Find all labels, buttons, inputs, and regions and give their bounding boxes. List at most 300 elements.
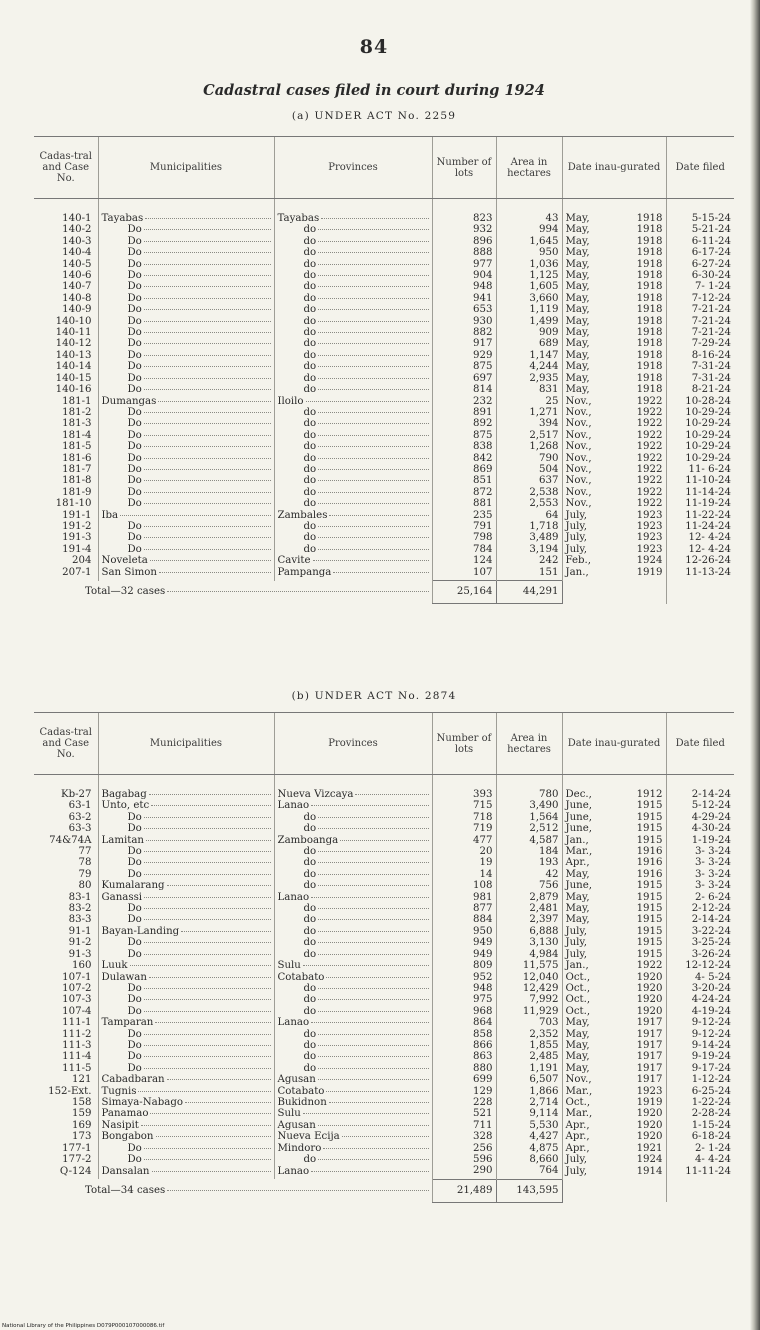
municipality	[98, 1120, 274, 1131]
date-filed: 9-19-24	[666, 1051, 734, 1062]
province-text: Bukidnon	[277, 1096, 327, 1108]
inaugurated-year: 1922	[636, 452, 663, 464]
date-inaugurated-wrap	[566, 453, 663, 464]
date-filed: 6-18-24	[666, 1131, 734, 1142]
date-inaugurated	[562, 1051, 666, 1062]
province-wrap	[278, 487, 429, 498]
dot-leader	[318, 1033, 428, 1035]
dot-leader	[144, 228, 271, 230]
municipality-text: Do	[127, 520, 142, 532]
dot-leader	[167, 1189, 428, 1191]
table-row	[34, 1074, 734, 1085]
inaugurated-year: 1917	[636, 1039, 663, 1051]
province-text: Agusan	[277, 1074, 316, 1086]
inaugurated-month: Mar.,	[565, 846, 593, 858]
case-number: 91-3	[68, 948, 92, 960]
date-filed: 7-31-24	[666, 361, 734, 372]
municipality	[98, 521, 274, 532]
spacer-cell	[34, 775, 98, 790]
date-inaugurated	[562, 213, 666, 224]
date-inaugurated	[562, 892, 666, 903]
area-hectares: 9,114	[496, 1108, 562, 1119]
number-of-lots: 948	[432, 983, 496, 994]
number-of-lots: 14	[432, 869, 496, 880]
municipality	[98, 823, 274, 834]
dot-leader	[181, 930, 270, 932]
date-inaugurated	[562, 823, 666, 834]
date-inaugurated-wrap	[566, 1097, 663, 1108]
inaugurated-month: Feb.,	[565, 555, 592, 567]
table-row	[34, 914, 734, 925]
municipality-wrap	[102, 1154, 271, 1165]
province-text: do	[303, 948, 317, 960]
case-number: 160	[72, 960, 92, 972]
municipality	[98, 835, 274, 846]
date-inaugurated	[562, 361, 666, 372]
inaugurated-year: 1920	[636, 994, 663, 1006]
dot-leader	[318, 930, 428, 932]
province-wrap	[278, 1017, 429, 1028]
case-number: 173	[72, 1131, 92, 1143]
municipality-wrap	[102, 914, 271, 925]
dot-leader	[318, 1158, 428, 1160]
case-number: 111-2	[62, 1028, 92, 1040]
dot-leader	[318, 884, 428, 886]
dot-leader	[144, 240, 271, 242]
number-of-lots: 20	[432, 846, 496, 857]
province-wrap	[278, 926, 429, 937]
area-hectares: 151	[496, 567, 562, 581]
province	[274, 949, 432, 960]
province-wrap	[278, 835, 429, 846]
municipality	[98, 418, 274, 429]
municipality-text: Do	[127, 418, 142, 430]
dot-leader	[342, 1135, 429, 1137]
table-row	[34, 555, 734, 566]
date-inaugurated	[562, 396, 666, 407]
municipality-text: Do	[127, 903, 142, 915]
date-inaugurated-wrap	[566, 464, 663, 475]
municipality	[98, 846, 274, 857]
dot-leader	[318, 1124, 429, 1126]
municipality	[98, 880, 274, 891]
province	[274, 281, 432, 292]
number-of-lots: 477	[432, 835, 496, 846]
date-filed: 3-26-24	[666, 949, 734, 960]
municipality-text: Do	[127, 532, 142, 544]
area-hectares: 2,517	[496, 430, 562, 441]
case-number: 77	[78, 846, 92, 858]
case-number: 181-1	[62, 395, 92, 407]
number-of-lots: 809	[432, 960, 496, 971]
case-number: 140-5	[62, 258, 92, 270]
spacer-cell	[496, 199, 562, 214]
dot-leader	[318, 388, 428, 390]
province-text: Nueva Ecija	[277, 1131, 340, 1143]
header-case-no: Cadas-tral and Case No.	[34, 713, 98, 775]
date-inaugurated-wrap	[566, 949, 663, 960]
date-inaugurated	[562, 453, 666, 464]
case-number: 181-3	[62, 418, 92, 430]
province	[274, 1165, 432, 1179]
dot-leader	[146, 839, 271, 841]
province	[274, 338, 432, 349]
province	[274, 521, 432, 532]
municipality	[98, 532, 274, 543]
province-text: Lanao	[277, 800, 310, 812]
inaugurated-year: 1915	[636, 925, 663, 937]
case-number: 191-3	[62, 532, 92, 544]
province-wrap	[278, 960, 429, 971]
province-wrap	[278, 464, 429, 475]
dot-leader	[318, 320, 428, 322]
case-number: 140-6	[62, 270, 92, 282]
province-text: do	[303, 1005, 317, 1017]
area-hectares: 504	[496, 464, 562, 475]
province	[274, 1029, 432, 1040]
municipality	[98, 453, 274, 464]
dot-leader	[333, 571, 428, 573]
area-hectares: 3,194	[496, 544, 562, 555]
municipality-text: Bongabon	[101, 1131, 154, 1143]
date-inaugurated	[562, 270, 666, 281]
province	[274, 914, 432, 925]
dot-leader	[318, 457, 428, 459]
date-inaugurated-wrap	[566, 983, 663, 994]
municipality-wrap	[102, 510, 271, 521]
dot-leader	[144, 941, 271, 943]
municipality-wrap	[102, 247, 271, 258]
province-text: do	[303, 486, 317, 498]
municipality-text: Do	[127, 1062, 142, 1074]
date-inaugurated-wrap	[566, 994, 663, 1005]
inaugurated-month: Nov.,	[565, 452, 592, 464]
province-text: do	[303, 982, 317, 994]
dot-leader	[306, 400, 429, 402]
date-filed: 6-27-24	[666, 259, 734, 270]
area-hectares: 790	[496, 453, 562, 464]
inaugurated-month: Nov.,	[565, 406, 592, 418]
municipality	[98, 441, 274, 452]
province	[274, 430, 432, 441]
date-inaugurated-wrap	[566, 1040, 663, 1051]
number-of-lots: 875	[432, 430, 496, 441]
municipality	[98, 949, 274, 960]
number-of-lots: 880	[432, 1063, 496, 1074]
municipality	[98, 270, 274, 281]
province-text: do	[303, 925, 317, 937]
inaugurated-year: 1924	[636, 555, 663, 567]
inaugurated-year: 1916	[636, 868, 663, 880]
municipality-wrap	[102, 430, 271, 441]
table-row	[34, 835, 734, 846]
date-inaugurated-wrap	[566, 1154, 663, 1165]
area-hectares: 2,512	[496, 823, 562, 834]
date-filed: 10-29-24	[666, 418, 734, 429]
dot-leader	[144, 388, 271, 390]
province-wrap	[278, 914, 429, 925]
province-wrap	[278, 384, 429, 395]
number-of-lots: 798	[432, 532, 496, 543]
total-blank	[562, 1179, 666, 1202]
date-inaugurated-wrap	[566, 892, 663, 903]
province-text: do	[303, 846, 317, 858]
inaugurated-year: 1918	[636, 372, 663, 384]
dot-leader	[318, 536, 428, 538]
date-inaugurated-wrap	[566, 937, 663, 948]
total-area: 44,291	[496, 581, 562, 604]
case-number: 181-8	[62, 475, 92, 487]
number-of-lots: 232	[432, 396, 496, 407]
area-hectares: 909	[496, 327, 562, 338]
province-text: do	[303, 868, 317, 880]
dot-leader	[144, 827, 271, 829]
date-inaugurated	[562, 1040, 666, 1051]
municipality-text: Do	[127, 463, 142, 475]
number-of-lots: 107	[432, 567, 496, 581]
number-of-lots: 952	[432, 972, 496, 983]
total-label-cell	[34, 581, 432, 604]
area-hectares: 689	[496, 338, 562, 349]
date-filed: 3-22-24	[666, 926, 734, 937]
inaugurated-month: July,	[565, 543, 588, 555]
inaugurated-year: 1920	[636, 971, 663, 983]
date-inaugurated-wrap	[566, 316, 663, 327]
province	[274, 236, 432, 247]
date-inaugurated	[562, 236, 666, 247]
inaugurated-year: 1917	[636, 1051, 663, 1063]
municipality	[98, 869, 274, 880]
dot-leader	[144, 1010, 271, 1012]
municipality-text: Bayan-Landing	[101, 925, 180, 937]
dot-leader	[149, 976, 271, 978]
date-inaugurated-wrap	[566, 789, 663, 800]
area-hectares: 43	[496, 213, 562, 224]
total-lots: 21,489	[432, 1179, 496, 1202]
area-hectares: 11,575	[496, 960, 562, 971]
municipality-wrap	[102, 1074, 271, 1085]
province-text: do	[303, 1062, 317, 1074]
province-text: do	[303, 258, 317, 270]
province-wrap	[278, 236, 429, 247]
area-hectares: 994	[496, 224, 562, 235]
area-hectares: 1,855	[496, 1040, 562, 1051]
province-text: do	[303, 1154, 317, 1165]
table-row	[34, 972, 734, 983]
municipality-wrap	[102, 1040, 271, 1051]
case-number: 181-9	[62, 486, 92, 498]
case-number: 191-2	[62, 520, 92, 532]
date-filed: 11- 6-24	[666, 464, 734, 475]
inaugurated-year: 1922	[636, 406, 663, 418]
date-filed: 11-24-24	[666, 521, 734, 532]
date-inaugurated-wrap	[566, 487, 663, 498]
case-number: Kb-27	[60, 789, 92, 800]
date-inaugurated	[562, 475, 666, 486]
municipality	[98, 1108, 274, 1119]
dot-leader	[318, 422, 428, 424]
case-number: 111-5	[62, 1062, 92, 1074]
municipality	[98, 1063, 274, 1074]
inaugurated-month: Dec.,	[565, 789, 592, 800]
total-label-cell	[34, 1179, 432, 1202]
inaugurated-month: Oct.,	[565, 971, 591, 983]
header-case-no: Cadas-tral and Case No.	[34, 137, 98, 199]
inaugurated-month: Nov.,	[565, 498, 592, 510]
municipality-text: Do	[127, 338, 142, 350]
date-inaugurated-wrap	[566, 880, 663, 891]
province-wrap	[278, 880, 429, 891]
province	[274, 487, 432, 498]
area-hectares: 4,587	[496, 835, 562, 846]
municipality-text: Dansalan	[101, 1165, 150, 1177]
case-number: 107-3	[62, 994, 92, 1006]
dot-leader	[318, 354, 428, 356]
date-inaugurated	[562, 1017, 666, 1028]
date-inaugurated	[562, 903, 666, 914]
municipality-wrap	[102, 259, 271, 270]
number-of-lots: 904	[432, 270, 496, 281]
municipality-text: Luuk	[101, 960, 128, 972]
date-inaugurated-wrap	[566, 555, 663, 566]
number-of-lots: 256	[432, 1143, 496, 1154]
number-of-lots: 235	[432, 510, 496, 521]
table-row	[34, 327, 734, 338]
province-text: do	[303, 1028, 317, 1040]
date-inaugurated-wrap	[566, 800, 663, 811]
area-hectares: 1,866	[496, 1086, 562, 1097]
header-date-inaugurated: Date inau-gurated	[562, 713, 666, 775]
date-filed: 3- 3-24	[666, 880, 734, 891]
table-row	[34, 926, 734, 937]
province-text: Cotabato	[277, 971, 325, 983]
municipality-text: Dumangas	[101, 395, 157, 407]
dot-leader	[144, 918, 271, 920]
dot-leader	[156, 1135, 271, 1137]
province	[274, 567, 432, 581]
case-number: 140-3	[62, 235, 92, 247]
case-number: 204	[72, 555, 92, 567]
table-row	[34, 903, 734, 914]
table-row	[34, 441, 734, 452]
date-inaugurated	[562, 926, 666, 937]
province	[274, 498, 432, 509]
table-row	[34, 1097, 734, 1108]
inaugurated-year: 1918	[636, 258, 663, 270]
inaugurated-month: Apr.,	[565, 857, 590, 869]
province	[274, 869, 432, 880]
municipality-text: Do	[127, 914, 142, 926]
inaugurated-year: 1915	[636, 903, 663, 915]
municipality-text: Tugnis	[101, 1085, 137, 1097]
table-row	[34, 892, 734, 903]
table-row	[34, 1063, 734, 1074]
province-text: do	[303, 247, 317, 259]
area-hectares: 1,119	[496, 304, 562, 315]
table-row	[34, 1017, 734, 1028]
municipality-wrap	[102, 350, 271, 361]
total-label: Total—32 cases	[85, 586, 166, 597]
municipality-wrap	[102, 304, 271, 315]
area-hectares: 2,879	[496, 892, 562, 903]
table-row	[34, 1086, 734, 1097]
municipality-text: Dulawan	[101, 971, 147, 983]
number-of-lots: 791	[432, 521, 496, 532]
area-hectares: 4,984	[496, 949, 562, 960]
inaugurated-year: 1918	[636, 361, 663, 373]
municipality-wrap	[102, 983, 271, 994]
number-of-lots: 930	[432, 316, 496, 327]
municipality-text: Do	[127, 349, 142, 361]
province-wrap	[278, 247, 429, 258]
municipality	[98, 510, 274, 521]
municipality-wrap	[102, 1086, 271, 1097]
date-filed: 6-30-24	[666, 270, 734, 281]
municipality-wrap	[102, 498, 271, 509]
province	[274, 1097, 432, 1108]
municipality-wrap	[102, 972, 271, 983]
case-number: 181-2	[62, 406, 92, 418]
total-blank	[562, 581, 666, 604]
province-wrap	[278, 430, 429, 441]
date-filed: 8-21-24	[666, 384, 734, 395]
case-number: 63-2	[68, 811, 92, 823]
area-hectares: 756	[496, 880, 562, 891]
date-filed: 10-29-24	[666, 407, 734, 418]
inaugurated-year: 1917	[636, 1017, 663, 1029]
inaugurated-month: July,	[565, 532, 588, 544]
municipality	[98, 1051, 274, 1062]
inaugurated-year: 1918	[636, 327, 663, 339]
table-row	[34, 880, 734, 891]
area-hectares: 4,427	[496, 1131, 562, 1142]
municipality-wrap	[102, 892, 271, 903]
section-b-title: (b) UNDER ACT No. 2874	[291, 690, 457, 702]
header-number-of-lots: Number of lots	[432, 137, 496, 199]
dot-leader	[144, 525, 271, 527]
municipality-wrap	[102, 994, 271, 1005]
date-inaugurated-wrap	[566, 1143, 663, 1154]
area-hectares: 1,191	[496, 1063, 562, 1074]
table-row	[34, 544, 734, 555]
inaugurated-month: May,	[565, 384, 590, 396]
inaugurated-year: 1918	[636, 235, 663, 247]
municipality-text: Do	[127, 1005, 142, 1017]
municipality	[98, 350, 274, 361]
table-row	[34, 453, 734, 464]
table-row	[34, 487, 734, 498]
inaugurated-year: 1918	[636, 384, 663, 396]
municipality	[98, 1097, 274, 1108]
inaugurated-month: May,	[565, 235, 590, 247]
inaugurated-month: July,	[565, 520, 588, 532]
municipality-text: Do	[127, 235, 142, 247]
province	[274, 373, 432, 384]
area-hectares: 1,271	[496, 407, 562, 418]
dot-leader	[144, 953, 271, 955]
municipality	[98, 373, 274, 384]
inaugurated-year: 1923	[636, 532, 663, 544]
municipality-wrap	[102, 418, 271, 429]
province-text: do	[303, 857, 317, 869]
date-inaugurated-wrap	[566, 236, 663, 247]
case-number: 140-12	[55, 338, 92, 350]
municipality-text: Bagabag	[101, 789, 147, 800]
municipality-text: Do	[127, 948, 142, 960]
area-hectares: 2,481	[496, 903, 562, 914]
inaugurated-year: 1918	[636, 338, 663, 350]
dot-leader	[144, 411, 271, 413]
